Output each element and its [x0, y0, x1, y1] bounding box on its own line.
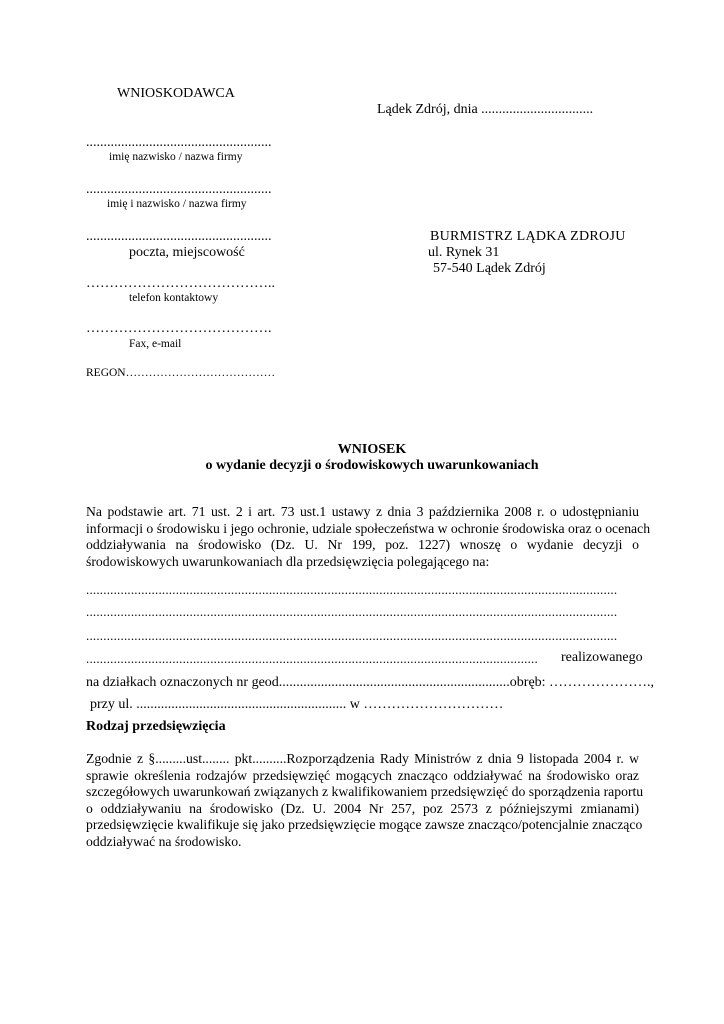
intro-paragraph [86, 504, 651, 570]
section-line: oddziaływać na środowisko. [86, 833, 242, 849]
description-line-1: .......................................................................................................................................................... [86, 582, 618, 597]
section-line: o oddziaływaniu na środowisko (Dz. U. 2004 Nr 257, poz 2573 z późniejszymi zmianami) [86, 800, 639, 816]
description-line-2: .......................................................................................................................................................... [86, 604, 618, 619]
recipient-line-3: 57-540 Lądek Zdrój [433, 261, 546, 276]
description-line-4: ................................................................................................................................... [86, 651, 538, 666]
section-line: szczegółowych uwarunkowań związanych z kwalifikowaniem przedsięwzięć do sporządzenia raportu [86, 784, 644, 799]
section-paragraph [86, 751, 644, 850]
fax-label: Fax, e-mail [129, 338, 182, 350]
section-line: przedsięwzięcie kwalifikuje się jako przedsięwzięcie mogące zawsze znacząco/potencjalnie znacząco [86, 817, 643, 832]
section-line: sprawie określenia rodzajów przedsięwzięć mogących znacząco oddziaływać na środowisko oraz [86, 767, 639, 783]
phone-label: telefon kontaktowy [129, 292, 219, 304]
fax-line: …………………………………. [86, 321, 272, 336]
name-line-2: ..................................................... [86, 182, 272, 197]
street-field: przy ul. ............................................................ w ………………………… [90, 697, 504, 712]
address-line: ..................................................... [86, 229, 272, 244]
section-line: Zgodnie z §.........ust........ pkt..........Rozporządzenia Rady Ministrów z dnia 9 listopada 2004 r. w [86, 751, 639, 766]
document-title: WNIOSEK [337, 442, 407, 457]
plots-field: na działkach oznaczonych nr geod..................................................................obręb: …………………., [86, 675, 655, 690]
place-date: Lądek Zdrój, dnia ................................ [377, 102, 594, 117]
recipient-line-1: BURMISTRZ LĄDKA ZDROJU [430, 229, 626, 244]
section-heading: Rodzaj przedsięwzięcia [86, 719, 226, 734]
intro-line: Na podstawie art. 71 ust. 2 i art. 73 ust.1 ustawy z dnia 3 października 2008 r. o udostępnianiu [86, 504, 639, 519]
phone-line: ………………………………….. [86, 276, 275, 291]
description-line-3: .......................................................................................................................................................... [86, 628, 618, 643]
document-subtitle: o wydanie decyzji o środowiskowych uwarunkowaniach [205, 458, 539, 473]
address-label: poczta, miejscowość [129, 245, 245, 260]
intro-line: oddziaływania na środowisko (Dz. U. Nr 199, poz. 1227) wnoszę o wydanie decyzji o [86, 537, 639, 552]
name-line-1: ..................................................... [86, 135, 272, 150]
realized-label: realizowanego [561, 650, 643, 665]
applicant-heading: WNIOSKODAWCA [117, 86, 235, 101]
name-label-1: imię nazwisko / nazwa firmy [109, 151, 243, 163]
recipient-line-2: ul. Rynek 31 [428, 245, 500, 260]
name-label-2: imię i nazwisko / nazwa firmy [107, 198, 247, 210]
intro-line: informacji o środowisku i jego ochronie, udziale społeczeństwa w ochronie środowiska oraz o ocenach [86, 520, 651, 536]
intro-line: środowiskowych uwarunkowaniach dla przedsięwzięcia polegającego na: [86, 553, 490, 569]
regon-field: REGON………………………………… [86, 367, 276, 379]
